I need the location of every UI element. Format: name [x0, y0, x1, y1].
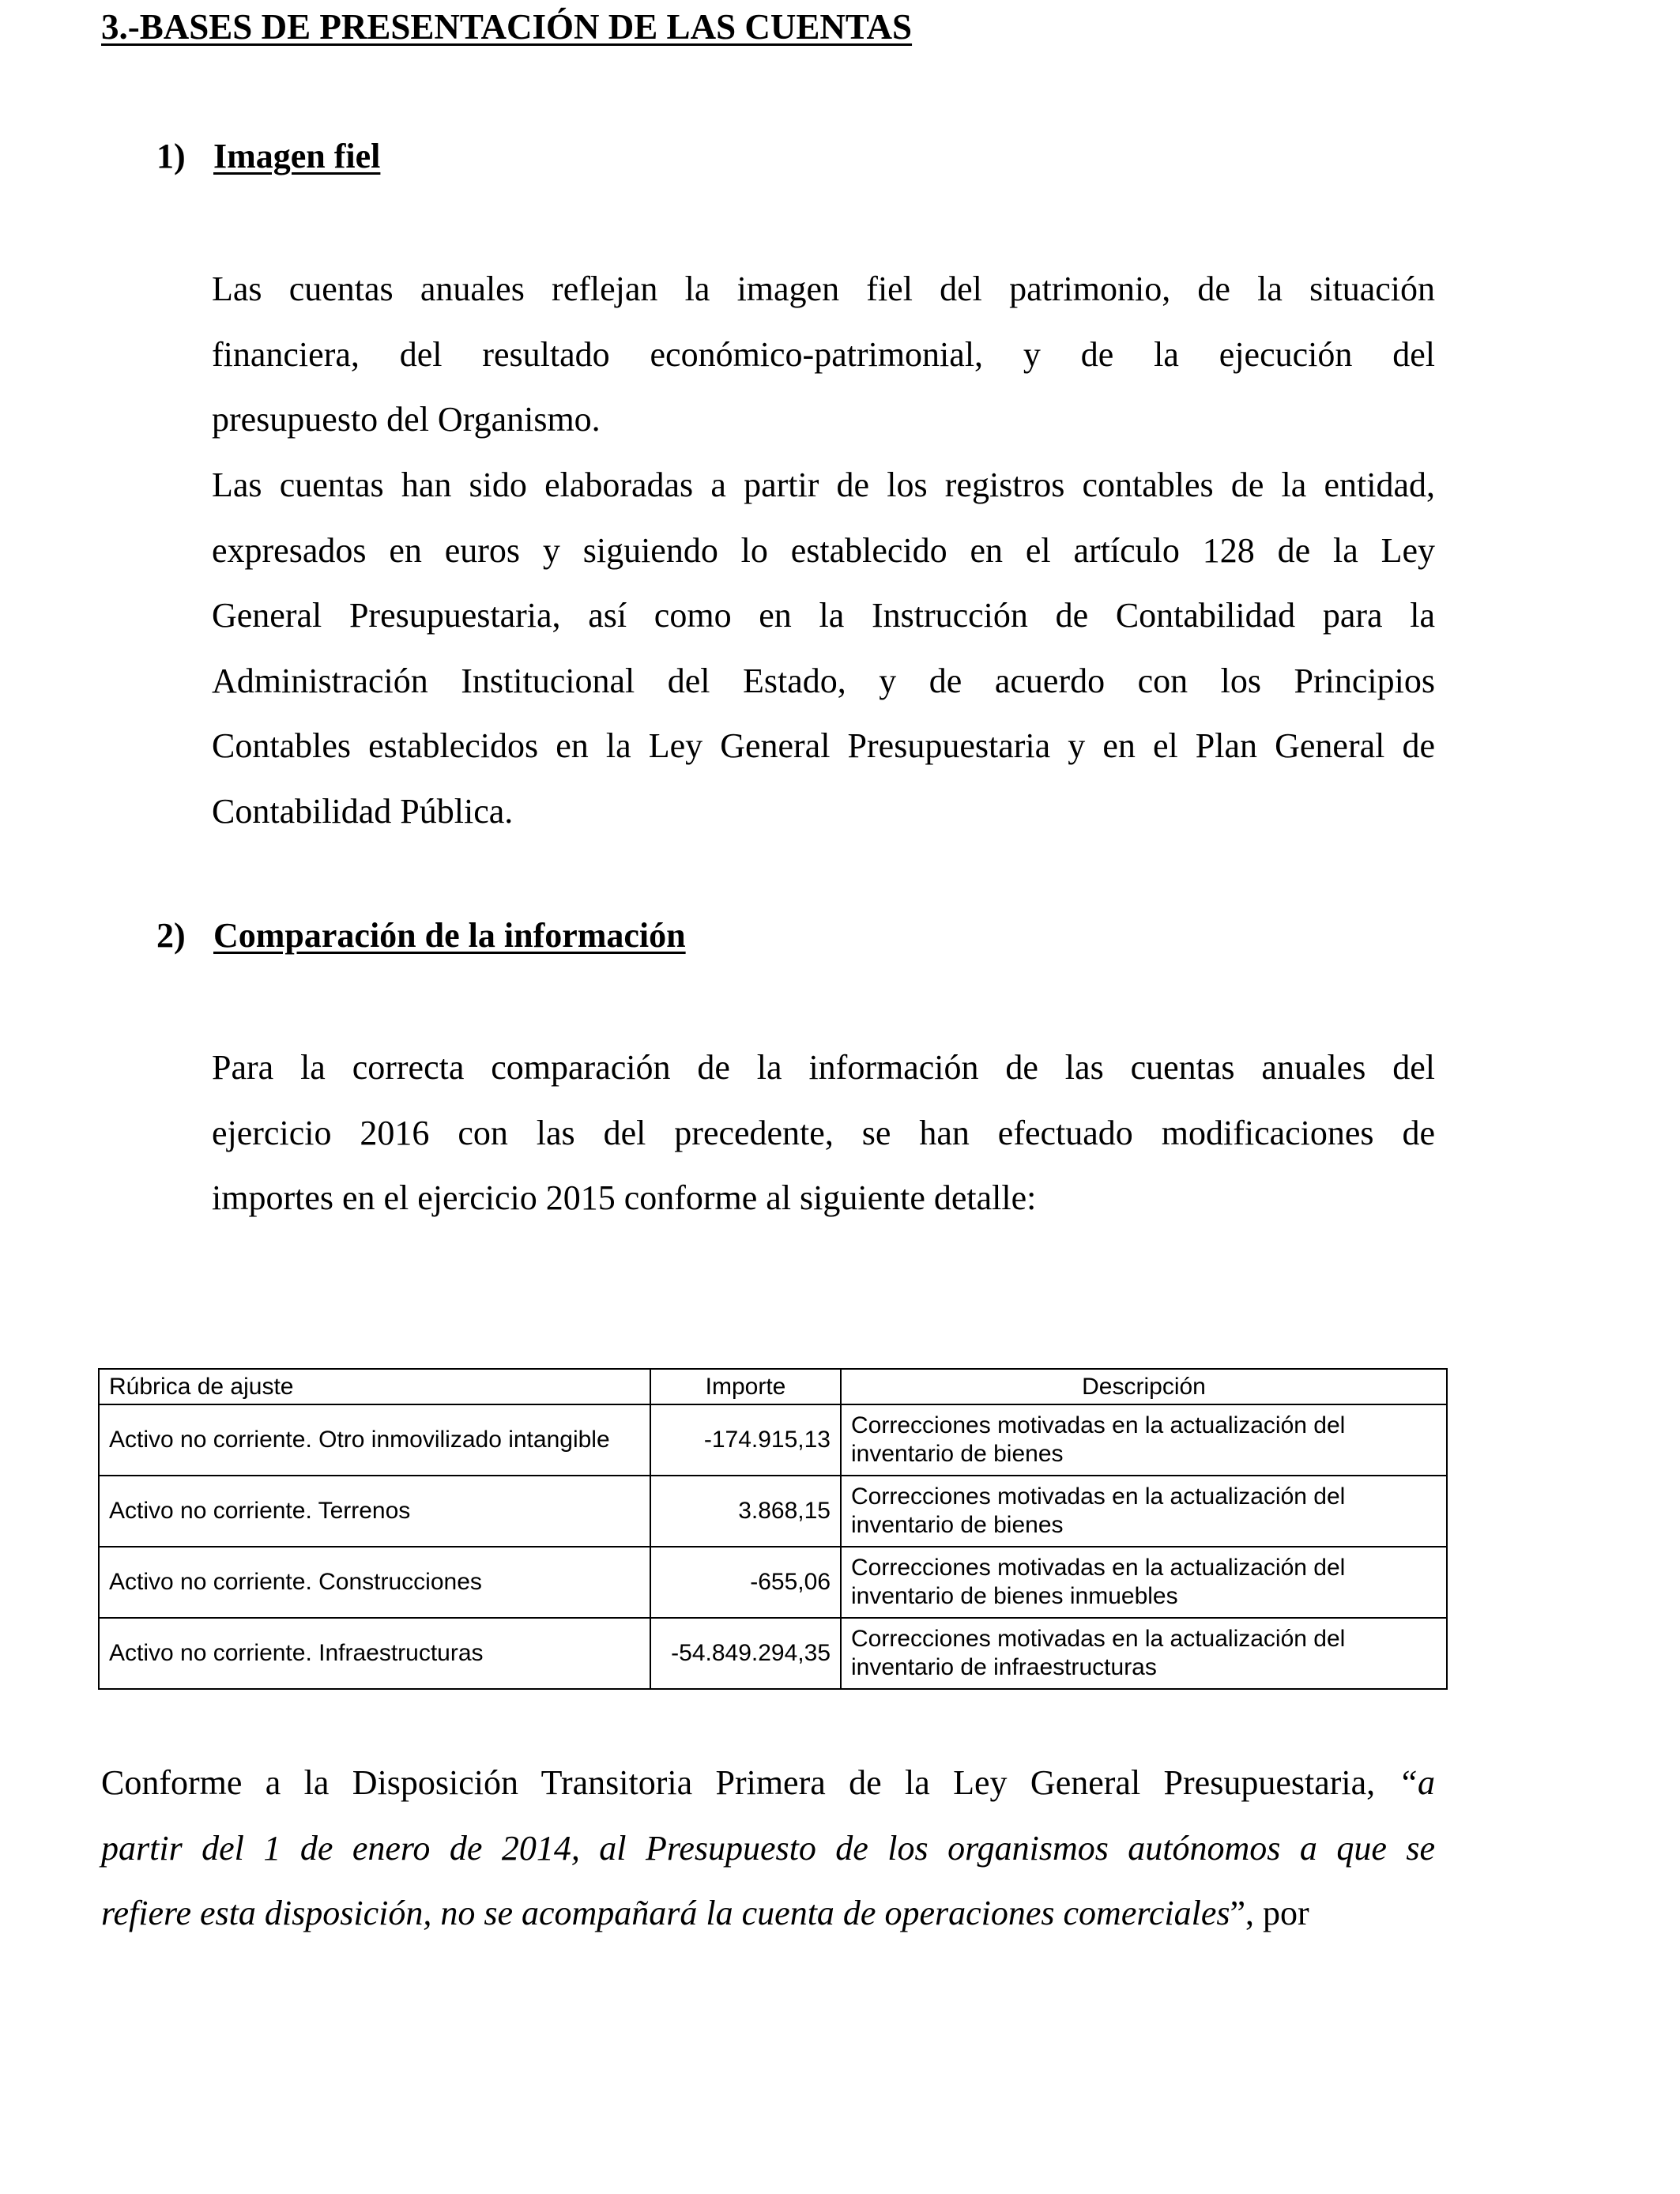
section-1-paragraph-2 [212, 453, 1435, 844]
cell-rubrica: Activo no corriente. Otro inmovilizado intangible [99, 1404, 650, 1476]
paragraph-line: expresados en euros y siguiendo lo establecido en el artículo 128 de la Ley [212, 530, 1435, 570]
section-1-paragraph-1 [212, 257, 1435, 453]
cell-descripcion-line: inventario de bienes [851, 1441, 1064, 1467]
table-row [99, 1476, 1447, 1547]
closing-line-3-quote: refiere esta disposición, no se acompañará la cuenta de operaciones comerciales [101, 1894, 1230, 1932]
table-header-row [99, 1369, 1447, 1404]
paragraph-line: Administración Institucional del Estado, y de acuerdo con los Principios [212, 661, 1435, 700]
paragraph-line: Para la correcta comparación de la información de las cuentas anuales del [212, 1048, 1435, 1087]
closing-line-3-text: ”, por [1230, 1894, 1309, 1932]
closing-line-1-text: Conforme a la Disposición Transitoria Primera de la Ley General Presupuestaria, [101, 1763, 1399, 1802]
column-header-importe: Importe [650, 1369, 841, 1404]
adjustments-table [98, 1368, 1448, 1690]
paragraph-line: General Presupuestaria, así como en la Instrucción de Contabilidad para la [212, 596, 1435, 635]
paragraph-line: financiera, del resultado económico-patrimonial, y de la ejecución del [212, 334, 1435, 374]
closing-paragraph [101, 1751, 1435, 1947]
cell-importe: 3.868,15 [650, 1476, 841, 1547]
cell-rubrica: Activo no corriente. Infraestructuras [99, 1618, 650, 1689]
page-title: 3.-BASES DE PRESENTACIÓN DE LAS CUENTAS [101, 7, 913, 47]
cell-descripcion-line: Correcciones motivadas en la actualización del [851, 1626, 1346, 1652]
paragraph-line: Las cuentas anuales reflejan la imagen fiel del patrimonio, de la situación [212, 270, 1435, 308]
cell-importe: -54.849.294,35 [650, 1618, 841, 1689]
column-header-descripcion: Descripción [841, 1369, 1447, 1404]
cell-descripcion-line: Correcciones motivadas en la actualización del [851, 1483, 1346, 1510]
cell-rubrica: Activo no corriente. Construcciones [99, 1547, 650, 1618]
paragraph-line: presupuesto del Organismo. [212, 400, 601, 439]
cell-descripcion-line: Correcciones motivadas en la actualización del [851, 1412, 1346, 1438]
cell-descripcion [841, 1404, 1447, 1476]
cell-importe: -174.915,13 [650, 1404, 841, 1476]
cell-rubrica: Activo no corriente. Terrenos [99, 1476, 650, 1547]
table-row [99, 1547, 1447, 1618]
section-2-title: Comparación de la información [213, 916, 686, 955]
cell-descripcion [841, 1547, 1447, 1618]
section-2-number: 2) [156, 916, 186, 955]
closing-line-1-quote: “a [1398, 1763, 1435, 1802]
cell-descripcion-line: inventario de bienes inmuebles [851, 1583, 1178, 1609]
closing-line-2-quote: partir del 1 de enero de 2014, al Presupuesto de los organismos autónomos a que se [101, 1828, 1435, 1868]
column-header-rubrica: Rúbrica de ajuste [99, 1369, 650, 1404]
cell-descripcion [841, 1476, 1447, 1547]
cell-descripcion-line: Correcciones motivadas en la actualización del [851, 1555, 1346, 1581]
closing-line-2 [101, 1816, 1435, 1882]
table-row [99, 1404, 1447, 1476]
paragraph-line: importes en el ejercicio 2015 conforme al siguiente detalle: [212, 1178, 1037, 1217]
cell-importe: -655,06 [650, 1547, 841, 1618]
paragraph-line: ejercicio 2016 con las del precedente, se han efectuado modificaciones de [212, 1113, 1435, 1152]
closing-line-3 [101, 1881, 1435, 1947]
section-1-title: Imagen fiel [213, 137, 381, 175]
closing-line-1 [101, 1751, 1435, 1816]
paragraph-line: Contabilidad Pública. [212, 791, 514, 831]
paragraph-line: Contables establecidos en la Ley General Presupuestaria y en el Plan General de [212, 726, 1435, 765]
cell-descripcion [841, 1618, 1447, 1689]
cell-descripcion-line: inventario de bienes [851, 1512, 1064, 1538]
section-2-paragraph-1 [212, 1035, 1435, 1231]
cell-descripcion-line: inventario de infraestructuras [851, 1654, 1157, 1680]
paragraph-line: Las cuentas han sido elaboradas a partir de los registros contables de la entidad, [212, 466, 1435, 504]
table-row [99, 1618, 1447, 1689]
section-1-number: 1) [156, 137, 186, 175]
